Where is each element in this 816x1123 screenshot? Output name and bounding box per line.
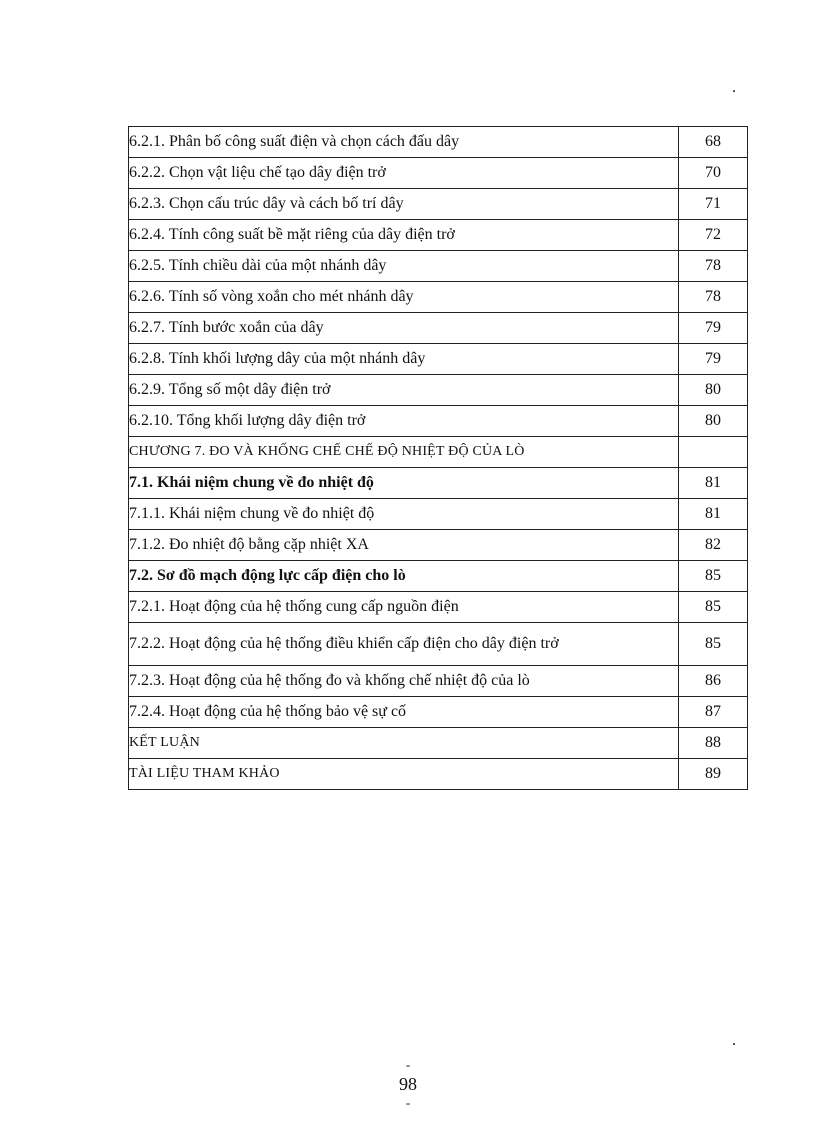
toc-entry-page: 68: [679, 127, 748, 158]
toc-entry-page: 80: [679, 406, 748, 437]
toc-entry-page: 71: [679, 189, 748, 220]
toc-row: [129, 313, 748, 344]
toc-row: [129, 344, 748, 375]
toc-entry-page: 85: [679, 623, 748, 666]
toc-row: [129, 592, 748, 623]
toc-entry-page: 70: [679, 158, 748, 189]
page-number: 98: [399, 1074, 417, 1094]
toc-entry-page: 80: [679, 375, 748, 406]
toc-entry-title: 6.2.6. Tính số vòng xoắn cho mét nhánh dây: [129, 282, 679, 313]
toc-row: [129, 251, 748, 282]
toc-chapter-title: KẾT LUẬN: [129, 728, 679, 759]
toc-entry-page: 89: [679, 759, 748, 790]
toc-section-title: 7.1. Khái niệm chung về đo nhiệt độ: [129, 468, 679, 499]
toc-entry-title: 7.2.2. Hoạt động của hệ thống điều khiển cấp điện cho dây điện trở: [129, 635, 559, 652]
toc-row: [129, 499, 748, 530]
toc-entry-page: 78: [679, 251, 748, 282]
toc-row: [129, 189, 748, 220]
toc-entry-title: 6.2.10. Tổng khối lượng dây điện trở: [129, 406, 679, 437]
toc-entry-page: 81: [679, 468, 748, 499]
toc-entry-page: 81: [679, 499, 748, 530]
toc-row: [129, 375, 748, 406]
toc-entry-title: 6.2.7. Tính bước xoắn của dây: [129, 313, 679, 344]
toc-entry-title: 6.2.5. Tính chiều dài của một nhánh dây: [129, 251, 679, 282]
table-of-contents: [128, 126, 748, 790]
toc-row: [129, 282, 748, 313]
toc-chapter-row: [129, 728, 748, 759]
toc-entry-title: 6.2.2. Chọn vật liệu chế tạo dây điện trở: [129, 158, 679, 189]
toc-section-row: [129, 561, 748, 592]
toc-chapter-title: CHƯƠNG 7. ĐO VÀ KHỐNG CHẾ CHẾ ĐỘ NHIỆT ĐỘ CỦA LÒ: [129, 437, 679, 468]
toc-entry-page: 72: [679, 220, 748, 251]
toc-entry-title: 7.2.3. Hoạt động của hệ thống đo và khống chế nhiệt độ của lò: [129, 666, 679, 697]
toc-row: [129, 220, 748, 251]
top-corner-mark: .: [732, 79, 736, 96]
toc-entry-title: 7.1.1. Khái niệm chung về đo nhiệt độ: [129, 499, 679, 530]
toc-entry-page: 86: [679, 666, 748, 697]
toc-entry-title-cell: [129, 623, 679, 666]
toc-entry-title: 7.1.2. Đo nhiệt độ bằng cặp nhiệt XA: [129, 530, 679, 561]
footer-dash-bottom: -: [405, 1095, 411, 1110]
footer-dash-top: -: [405, 1057, 411, 1072]
toc-chapter-row: [129, 437, 748, 468]
toc-section-title: 7.2. Sơ đồ mạch động lực cấp điện cho lò: [129, 561, 679, 592]
toc-entry-title: 6.2.9. Tổng số một dây điện trở: [129, 375, 679, 406]
toc-row: [129, 666, 748, 697]
toc-row: [129, 406, 748, 437]
toc-entry-page: 85: [679, 561, 748, 592]
toc-row: [129, 697, 748, 728]
toc-entry-title: 6.2.1. Phân bố công suất điện và chọn cách đấu dây: [129, 127, 679, 158]
toc-entry-page: 79: [679, 313, 748, 344]
toc-entry-title: 7.2.4. Hoạt động của hệ thống bảo vệ sự cố: [129, 697, 679, 728]
toc-entry-page: 85: [679, 592, 748, 623]
toc-entry-title: 6.2.4. Tính công suất bề mặt riêng của dây điện trở: [129, 220, 679, 251]
toc-row: [129, 127, 748, 158]
toc-entry-page: [679, 437, 748, 468]
toc-entry-title: 6.2.3. Chọn cấu trúc dây và cách bố trí dây: [129, 189, 679, 220]
toc-entry-title: 6.2.8. Tính khối lượng dây của một nhánh dây: [129, 344, 679, 375]
bottom-corner-mark: .: [732, 1032, 736, 1049]
toc-entry-page: 88: [679, 728, 748, 759]
toc-entry-page: 87: [679, 697, 748, 728]
toc-entry-page: 82: [679, 530, 748, 561]
toc-entry-page: 78: [679, 282, 748, 313]
toc-section-row: [129, 468, 748, 499]
toc-entry-page: 79: [679, 344, 748, 375]
toc-entry-title: 7.2.1. Hoạt động của hệ thống cung cấp nguồn điện: [129, 592, 679, 623]
toc-chapter-title: TÀI LIỆU THAM KHẢO: [129, 759, 679, 790]
toc-row: [129, 530, 748, 561]
toc-row: [129, 623, 748, 666]
toc-chapter-row: [129, 759, 748, 790]
toc-row: [129, 158, 748, 189]
